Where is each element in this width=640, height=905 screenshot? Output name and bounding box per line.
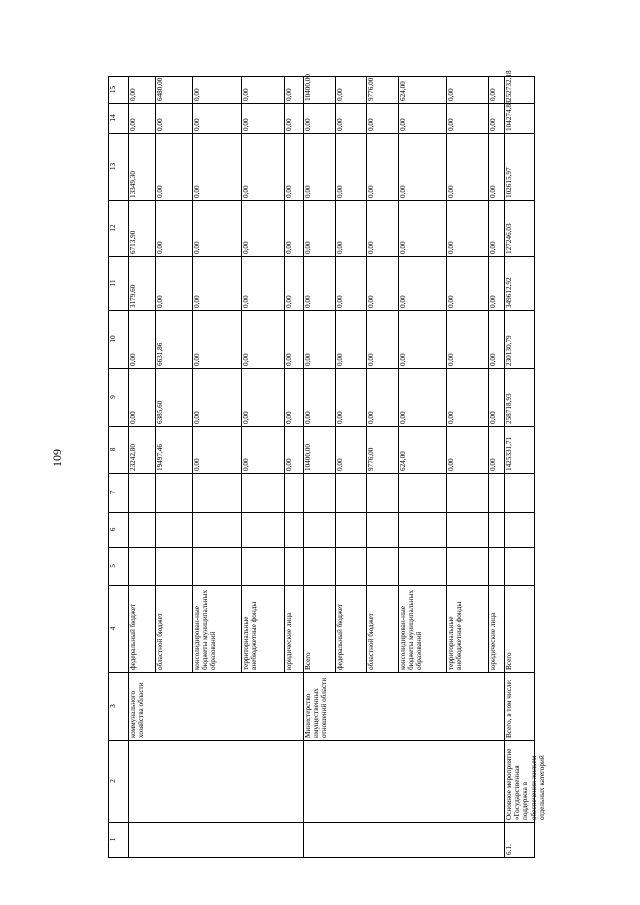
- value-cell: 9776,00: [367, 447, 375, 471]
- value-cell: 0,00: [367, 411, 375, 424]
- column-header-8: 8: [109, 447, 117, 452]
- table-border: [534, 76, 535, 857]
- value-cell: 0,00: [304, 411, 312, 424]
- value-cell: 0,00: [336, 458, 344, 471]
- value-cell: 9776,00: [367, 77, 375, 101]
- value-cell: 0,00: [367, 185, 375, 198]
- block-executor: Министерство имущественных отношений области: [304, 677, 329, 738]
- value-cell: 0,00: [489, 411, 497, 424]
- funding-source: областной бюджет: [156, 613, 164, 670]
- value-cell: 0,00: [193, 411, 201, 424]
- value-cell: 0,00: [367, 295, 375, 308]
- value-cell: 0,00: [447, 411, 455, 424]
- column-divider: [108, 512, 534, 513]
- column-header-4: 4: [109, 626, 117, 631]
- block-activity: Основное мероприятие «Государственная поддержка в обеспечении жильем отдельных категорий: [505, 748, 546, 820]
- value-cell: 0,00: [193, 458, 201, 471]
- value-cell: 0,00: [399, 241, 407, 254]
- value-cell: 624,00: [399, 81, 407, 101]
- value-cell: 0,00: [447, 185, 455, 198]
- value-cell: 349612,92: [505, 277, 513, 308]
- value-cell: 0,00: [367, 241, 375, 254]
- funding-source: областной бюджет: [367, 613, 375, 670]
- value-cell: 0,00: [193, 241, 201, 254]
- value-cell: 0,00: [285, 353, 293, 366]
- value-cell: 0,00: [489, 118, 497, 131]
- value-cell: 0,00: [156, 241, 164, 254]
- value-cell: 0,00: [336, 118, 344, 131]
- value-cell: 0,00: [447, 295, 455, 308]
- value-cell: 0,00: [336, 185, 344, 198]
- value-cell: 0,00: [242, 353, 250, 366]
- value-cell: 0,00: [129, 353, 137, 366]
- value-cell: 0,00: [129, 118, 137, 131]
- value-cell: 0,00: [193, 88, 201, 101]
- value-cell: 0,00: [285, 88, 293, 101]
- funding-source: федеральный бюджет: [129, 603, 137, 670]
- value-cell: 0,00: [285, 241, 293, 254]
- value-cell: 0,00: [242, 88, 250, 101]
- value-cell: 0,00: [489, 88, 497, 101]
- value-cell: 0,00: [489, 295, 497, 308]
- value-cell: 0,00: [129, 88, 137, 101]
- value-cell: 0,00: [447, 241, 455, 254]
- column-header-10: 10: [109, 335, 117, 343]
- value-cell: 102615,97: [505, 167, 513, 198]
- value-cell: 6385,60: [156, 400, 164, 424]
- funding-source: Всего: [304, 652, 312, 670]
- column-header-12: 12: [109, 224, 117, 232]
- value-cell: 10400,00: [304, 444, 312, 471]
- value-cell: 0,00: [242, 458, 250, 471]
- funding-source: юридические лица: [285, 612, 293, 670]
- data-table: [108, 70, 546, 857]
- value-cell: 0,00: [367, 353, 375, 366]
- funding-source: территориальные внебюджетные фонды: [242, 601, 259, 670]
- table-border: [108, 857, 535, 858]
- value-cell: 19497,46: [156, 444, 164, 471]
- funding-source: консолидирован-ные бюджеты муниципальных образований: [399, 590, 424, 670]
- value-cell: 0,00: [399, 185, 407, 198]
- funding-source: Всего: [505, 652, 513, 670]
- value-cell: 0,00: [399, 411, 407, 424]
- column-header-2: 2: [109, 779, 117, 783]
- value-cell: 104274,88: [505, 100, 513, 131]
- value-cell: 258718,93: [505, 393, 513, 424]
- column-header-1: 1: [109, 837, 117, 842]
- column-header-15: 15: [109, 85, 117, 94]
- value-cell: 0,00: [242, 411, 250, 424]
- column-header-3: 3: [109, 704, 117, 708]
- column-header-7: 7: [109, 490, 117, 495]
- value-cell: 0,00: [242, 295, 250, 308]
- value-cell: 3179,60: [129, 284, 137, 308]
- value-cell: 0,00: [304, 353, 312, 366]
- value-cell: 0,00: [336, 295, 344, 308]
- value-cell: 0,00: [285, 185, 293, 198]
- value-cell: 0,00: [447, 118, 455, 131]
- value-cell: 0,00: [193, 353, 201, 366]
- value-cell: 0,00: [285, 458, 293, 471]
- column-header-13: 13: [109, 162, 117, 171]
- funding-source: федеральный бюджет: [336, 603, 344, 670]
- value-cell: 252732,18: [505, 70, 513, 101]
- value-cell: 0,00: [285, 295, 293, 308]
- column-header-6: 6: [109, 527, 117, 532]
- column-header-14: 14: [109, 114, 117, 122]
- value-cell: 13349,30: [129, 171, 137, 198]
- column-header-11: 11: [109, 279, 117, 287]
- value-cell: 0,00: [447, 353, 455, 366]
- funding-source: юридические лица: [489, 612, 497, 670]
- value-cell: 0,00: [399, 353, 407, 366]
- funding-source: консолидирован-ные бюджеты муниципальных образований: [193, 590, 218, 670]
- value-cell: 0,00: [193, 118, 201, 131]
- value-cell: 0,00: [242, 185, 250, 198]
- value-cell: 0,00: [304, 118, 312, 131]
- block-number: 6.1.: [505, 844, 513, 855]
- value-cell: 0,00: [399, 295, 407, 308]
- value-cell: 0,00: [242, 118, 250, 131]
- value-cell: 0,00: [304, 295, 312, 308]
- column-header-5: 5: [109, 564, 117, 568]
- block-executor: Всего, в том числе:: [505, 679, 513, 738]
- value-cell: 0,00: [156, 295, 164, 308]
- value-cell: 624,00: [399, 451, 407, 471]
- page-number: 109: [50, 449, 64, 467]
- column-divider: [108, 822, 534, 823]
- value-cell: 0,00: [336, 411, 344, 424]
- value-cell: 230130,79: [505, 335, 513, 366]
- value-cell: 0,00: [367, 118, 375, 131]
- value-cell: 0,00: [336, 88, 344, 101]
- value-cell: 0,00: [489, 458, 497, 471]
- value-cell: 0,00: [304, 185, 312, 198]
- value-cell: 6713,90: [129, 230, 137, 254]
- value-cell: 0,00: [156, 118, 164, 131]
- value-cell: 0,00: [447, 88, 455, 101]
- value-cell: 0,00: [193, 295, 201, 308]
- column-divider: [108, 473, 534, 474]
- column-header-9: 9: [109, 395, 117, 399]
- column-divider: [108, 740, 534, 741]
- value-cell: 0,00: [489, 185, 497, 198]
- value-cell: 0,00: [285, 411, 293, 424]
- value-cell: 6480,00: [156, 77, 164, 101]
- value-cell: 0,00: [489, 241, 497, 254]
- value-cell: 0,00: [285, 118, 293, 131]
- value-cell: 0,00: [399, 118, 407, 131]
- block-executor: коммунального хозяйства области: [129, 682, 146, 738]
- value-cell: 127246,03: [505, 223, 513, 254]
- value-cell: 0,00: [447, 458, 455, 471]
- value-cell: 1425331,71: [505, 436, 513, 471]
- column-divider: [108, 547, 534, 548]
- value-cell: 0,00: [242, 241, 250, 254]
- funding-source: территориальные внебюджетные фонды: [447, 601, 464, 670]
- value-cell: 0,00: [304, 241, 312, 254]
- value-cell: 0,00: [336, 353, 344, 366]
- value-cell: 6631,86: [156, 342, 164, 366]
- value-cell: 0,00: [193, 185, 201, 198]
- value-cell: 0,00: [489, 353, 497, 366]
- value-cell: 0,00: [156, 185, 164, 198]
- value-cell: 0,00: [129, 411, 137, 424]
- value-cell: 0,00: [336, 241, 344, 254]
- value-cell: 23242,80: [129, 444, 137, 471]
- value-cell: 10400,00: [304, 74, 312, 101]
